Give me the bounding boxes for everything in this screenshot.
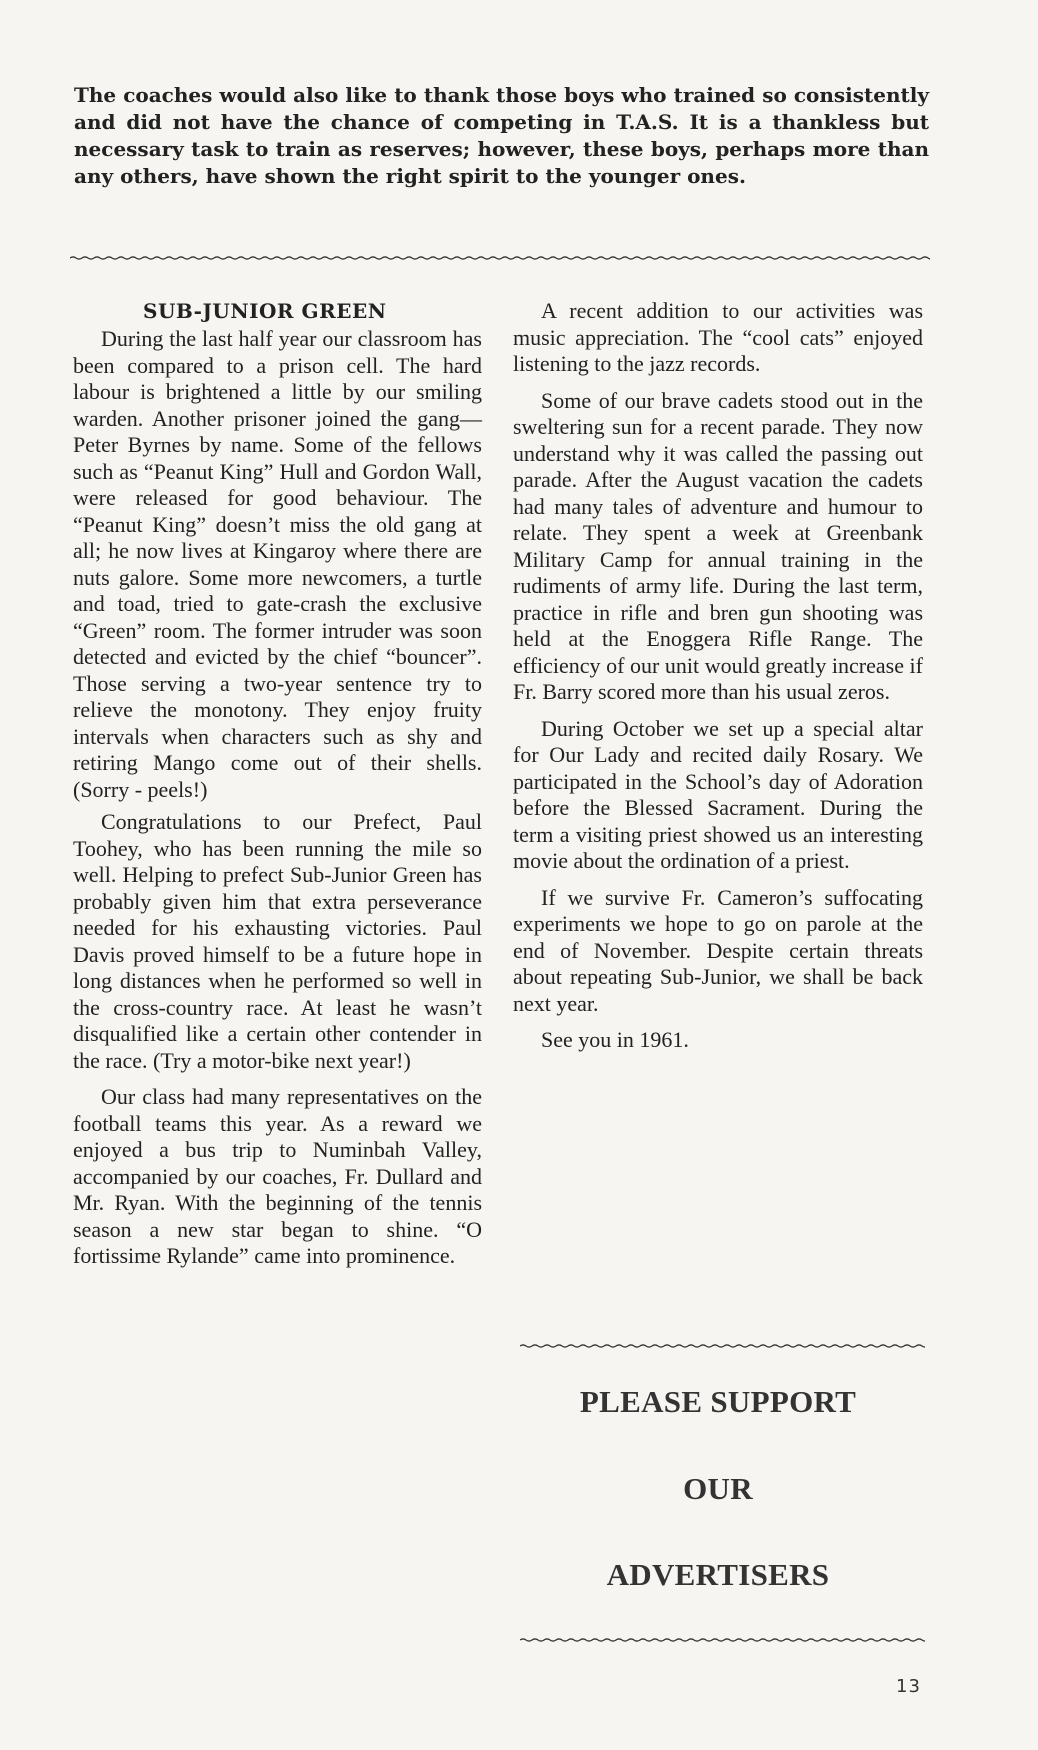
wavy-rule-support-bottom <box>520 1634 925 1646</box>
support-line-3: ADVERTISERS <box>606 1557 830 1592</box>
wavy-rule-top <box>70 252 930 264</box>
section-heading: SUB-JUNIOR GREEN <box>143 299 387 323</box>
left-column <box>73 298 482 1280</box>
right-paragraph-3: During October we set up a special altar for Our Lady and recited daily Rosary. We participated in the School’s day of Adoration before the Blessed Sacrament. During the term a visiting priest showed us an interesting movie about the ordination of a priest. <box>513 715 923 873</box>
left-paragraph-1: During the last half year our classroom has been compared to a prison cell. The hard labour is brightened a little by our smiling warden. Another prisoner joined the gang—Peter Byrnes by name. Some of the fellows such as “Peanut King” Hull and Gordon Wall, were released for good behaviour. The “Peanut King” doesn’t miss the old gang at all; he now lives at Kingaroy where there are nuts galore. Some more newcomers, a turtle and toad, tried to gate-crash the exclusive “Green” room. The former intruder was soon detected and evicted by the chief “bouncer”. Those serving a two-year sentence try to relieve the monotony. They enjoy fruity intervals when characters such as shy and retiring Mango come out of their shells. (Sorry - peels!) <box>73 326 482 802</box>
left-paragraph-3: Our class had many representatives on the football teams this year. As a reward we enjoyed a bus trip to Numinbah Valley, accompanied by our coaches, Fr. Dullard and Mr. Ryan. With the beginning of the tennis season a new star began to shine. “O fortissime Rylande” came into prominence. <box>73 1084 482 1268</box>
support-line-1: PLEASE SUPPORT <box>579 1384 857 1419</box>
right-column <box>513 298 923 1064</box>
divider-top <box>70 252 930 264</box>
support-line-2: OUR <box>683 1471 753 1506</box>
right-paragraph-4: If we survive Fr. Cameron’s suffocating experiments we hope to go on parole at the end of November. Despite certain threats about repeating Sub-Junior, we shall be back next year. <box>513 884 923 1016</box>
right-paragraph-1: A recent addition to our activities was music appreciation. The “cool cats” enjoyed listening to the jazz records. <box>513 298 923 376</box>
left-paragraph-2: Congratulations to our Prefect, Paul Toohey, who has been running the mile so well. Helping to prefect Sub-Junior Green has probably given him that extra perseverance needed for his exhausting victories. Paul Davis proved himself to be a future hope in long distances when he performed so well in the cross-country race. At least he wasn’t disqualified like a certain other contender in the race. (Try a motor-bike next year!) <box>73 809 482 1073</box>
page-number: 13 <box>896 1676 921 1697</box>
right-paragraph-5: See you in 1961. <box>541 1027 689 1052</box>
divider-support-top <box>520 1340 925 1352</box>
divider-support-bottom <box>520 1634 925 1646</box>
intro-paragraph: The coaches would also like to thank those boys who trained so consistently and did not have the chance of competing in T.A.S. It is a thankless but necessary task to train as reserves; however, these boys, perhaps more than any others, have shown the right spirit to the younger ones. <box>74 83 929 188</box>
right-paragraph-2: Some of our brave cadets stood out in the sweltering sun for a recent parade. They now understand why it was called the passing out parade. After the August vacation the cadets had many tales of adventure and humour to relate. They spent a week at Greenbank Military Camp for annual training in the rudiments of army life. During the last term, practice in rifle and bren gun shooting was held at the Enoggera Rifle Range. The efficiency of our unit would greatly increase if Fr. Barry scored more than his usual zeros. <box>513 387 923 704</box>
wavy-rule-support-top <box>520 1340 925 1352</box>
